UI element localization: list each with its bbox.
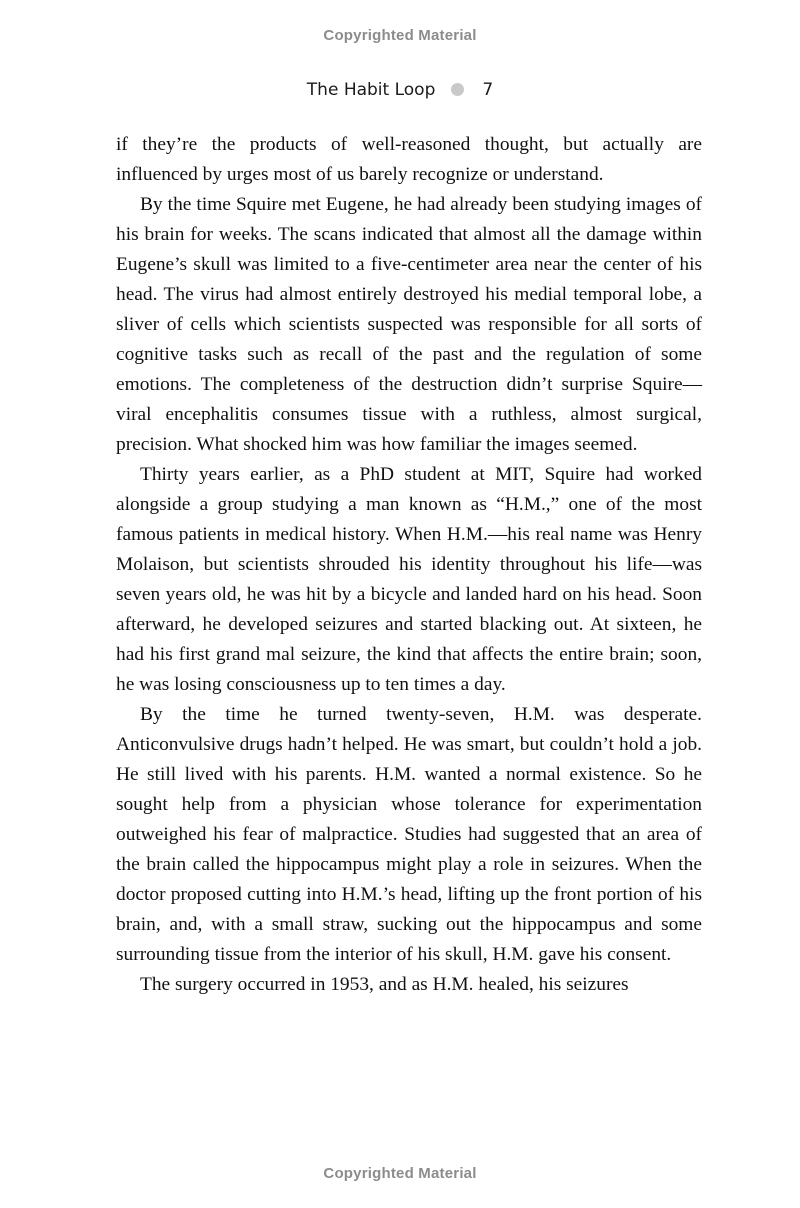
running-head bbox=[0, 80, 800, 100]
copyright-watermark-bottom: Copyrighted Material bbox=[323, 1165, 477, 1182]
paragraph: By the time he turned twenty-seven, H.M. was desperate. Anticonvulsive drugs hadn’t helped. He was smart, but couldn’t hold a job. He still lived with his parents. H.M. wanted a normal existence. So he sought help from a physician whose tolerance for experimentation outweighed his fear of malpractice. Studies had suggested that an area of the brain called the hippocampus might play a role in seizures. When the doctor proposed cutting into H.M.’s head, lifting up the front portion of his brain, and, with a small straw, sucking out the hippocampus and some surrounding tissue from the interior of his skull, H.M. gave his consent. bbox=[116, 704, 702, 965]
circle-ornament-icon bbox=[451, 83, 464, 96]
paragraph-continued: if they’re the products of well-reasoned thought, but actually are influenced by urges most of us barely recognize or understand. bbox=[116, 134, 702, 185]
paragraph: By the time Squire met Eugene, he had already been studying images of his brain for weeks. The scans indicated that almost all the damage within Eugene’s skull was limited to a five-centimeter area near the center of his head. The virus had almost entirely destroyed his medial temporal lobe, a sliver of cells which scientists suspected was responsible for all sorts of cognitive tasks such as recall of the past and the regulation of some emotions. The completeness of the destruction didn’t surprise Squire—viral encephalitis consumes tissue with a ruthless, almost surgical, precision. What shocked him was how familiar the images seemed. bbox=[116, 194, 702, 455]
chapter-title: The Habit Loop bbox=[306, 80, 436, 100]
page-number: 7 bbox=[482, 80, 494, 100]
paragraph: Thirty years earlier, as a PhD student at MIT, Squire had worked alongside a group studying a man known as “H.M.,” one of the most famous patients in medical history. When H.M.—his real name was Henry Molaison, but scientists shrouded his identity throughout his life—was seven years old, he was hit by a bicycle and landed hard on his head. Soon afterward, he developed seizures and started blacking out. At sixteen, he had his first grand mal seizure, the kind that affects the entire brain; soon, he was losing consciousness up to ten times a day. bbox=[116, 464, 702, 695]
copyright-watermark-top: Copyrighted Material bbox=[323, 27, 477, 44]
body-text bbox=[116, 130, 702, 1000]
paragraph: The surgery occurred in 1953, and as H.M. healed, his seizures bbox=[140, 974, 629, 995]
